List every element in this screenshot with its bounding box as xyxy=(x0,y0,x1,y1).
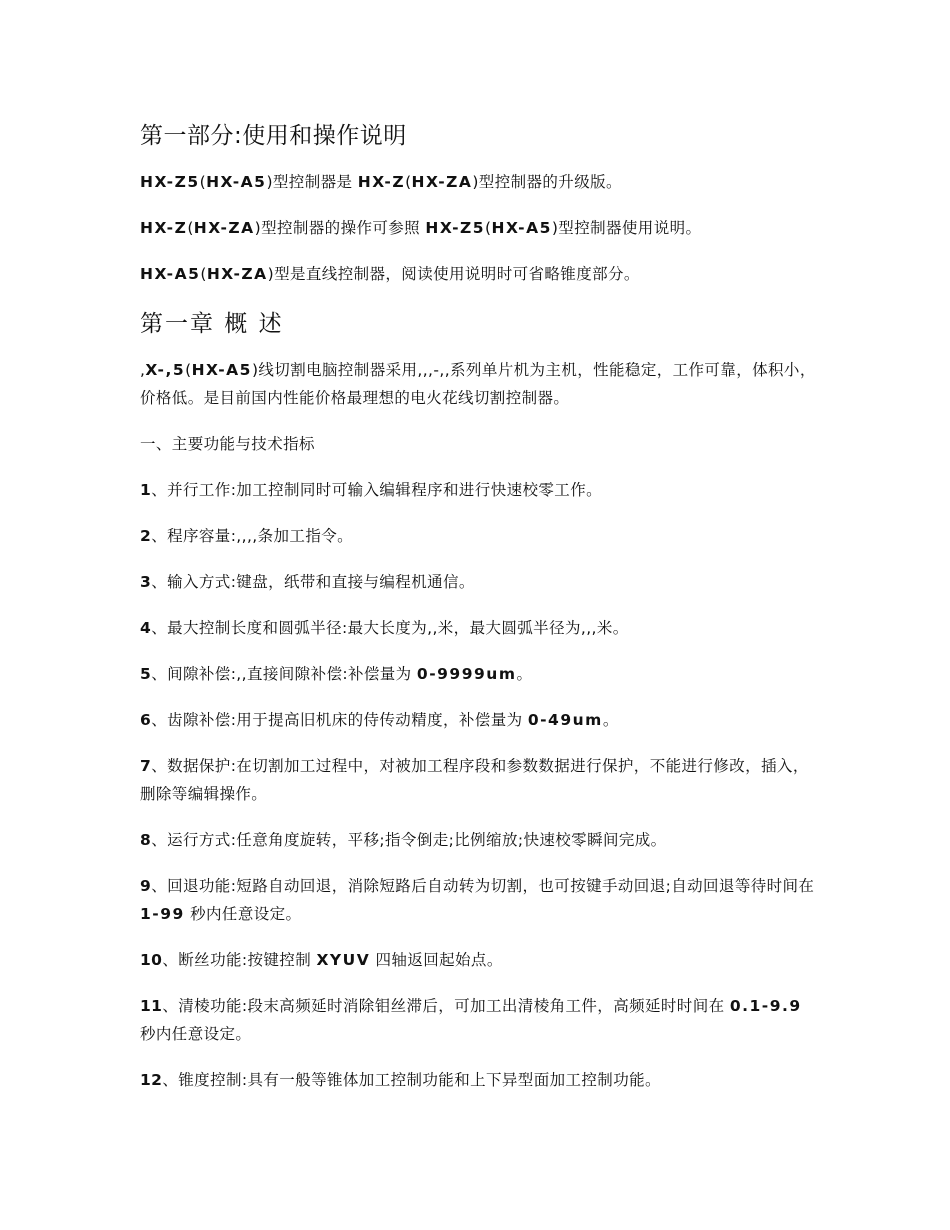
item-number: 1 xyxy=(140,481,152,499)
item-text: 秒内任意设定。 xyxy=(184,905,302,923)
item-number: 12 xyxy=(140,1071,163,1089)
value: 0-9999um xyxy=(416,665,517,683)
item-text: 、最大控制长度和圆弧半径:最大长度为,,米，最大圆弧半径为,,,米。 xyxy=(151,619,629,637)
section-title: 一、主要功能与技术指标 xyxy=(140,435,315,453)
item-text: 秒内任意设定。 xyxy=(140,1025,252,1043)
item-number: 2 xyxy=(140,527,152,545)
model-name: HX-Z xyxy=(140,219,188,237)
model-name: HX-ZA xyxy=(411,173,473,191)
item-text: 四轴返回起始点。 xyxy=(370,951,503,969)
item-number: 10 xyxy=(140,951,163,969)
value: 0.1-9.9 xyxy=(729,997,802,1015)
item-number: 9 xyxy=(140,877,152,895)
intro-line-3 xyxy=(140,260,820,288)
item-text: 、间隙补偿:,,直接间隙补偿:补偿量为 xyxy=(151,665,417,683)
model-name: HX-ZA xyxy=(206,265,268,283)
paren: ( xyxy=(485,219,492,237)
text: , xyxy=(140,361,146,379)
text: )型是直线控制器，阅读使用说明时可省略锥度部分。 xyxy=(267,265,640,283)
chapter-heading: 第一章 概 述 xyxy=(140,311,284,337)
model-name: HX-ZA xyxy=(193,219,255,237)
feature-item-7 xyxy=(140,752,820,808)
item-text: 、并行工作:加工控制同时可输入编辑程序和进行快速校零工作。 xyxy=(151,481,603,499)
document-page xyxy=(140,118,820,1112)
feature-item-10 xyxy=(140,946,820,974)
intro-line-2 xyxy=(140,214,820,242)
feature-item-6 xyxy=(140,706,820,734)
item-text: 、回退功能:短路自动回退，消除短路后自动转为切割，也可按键手动回退;自动回退等待时间在 xyxy=(151,877,815,895)
feature-item-4 xyxy=(140,614,820,642)
model-name: HX-Z5 xyxy=(140,173,200,191)
item-number: 6 xyxy=(140,711,152,729)
paren: ( xyxy=(200,265,207,283)
feature-item-2 xyxy=(140,522,820,550)
text: )型控制器是 xyxy=(266,173,358,191)
model-name: HX-Z xyxy=(357,173,406,191)
part-heading: 第一部分:使用和操作说明 xyxy=(140,123,407,149)
item-number: 4 xyxy=(140,619,152,637)
feature-item-5 xyxy=(140,660,820,688)
item-number: 3 xyxy=(140,573,152,591)
model-name: HX-A5 xyxy=(206,173,267,191)
model-name: HX-A5 xyxy=(191,361,252,379)
model-name: HX-A5 xyxy=(140,265,201,283)
item-number: 7 xyxy=(140,757,152,775)
intro-line-1 xyxy=(140,168,820,196)
item-text: 、运行方式:任意角度旋转，平移;指令倒走;比例缩放;快速校零瞬间完成。 xyxy=(151,831,667,849)
item-text: 。 xyxy=(602,711,619,729)
item-text: 、程序容量:,,,,条加工指令。 xyxy=(151,527,354,545)
value: XYUV xyxy=(316,951,371,969)
item-number: 8 xyxy=(140,831,152,849)
text: )线切割电脑控制器采用,,,-,,系列单片机为主机，性能稳定，工作可靠，体积小，价格低。是目前国内性能价格最理想的电火花线切割控制器。 xyxy=(140,361,816,407)
feature-item-12 xyxy=(140,1066,820,1094)
item-text: 。 xyxy=(516,665,533,683)
item-text: 、锥度控制:具有一般等锥体加工控制功能和上下异型面加工控制功能。 xyxy=(162,1071,661,1089)
value: 0-49um xyxy=(527,711,603,729)
feature-item-1 xyxy=(140,476,820,504)
model-name: HX-Z5 xyxy=(425,219,486,237)
paren: ( xyxy=(199,173,207,191)
feature-item-3 xyxy=(140,568,820,596)
text: )型控制器的升级版。 xyxy=(472,173,622,191)
paren: ( xyxy=(187,219,194,237)
item-number: 5 xyxy=(140,665,152,683)
value: 1-99 xyxy=(140,905,185,923)
item-number: 11 xyxy=(140,997,163,1015)
item-text: 、齿隙补偿:用于提高旧机床的侍传动精度，补偿量为 xyxy=(151,711,528,729)
text: )型控制器的操作可参照 xyxy=(254,219,426,237)
feature-item-8 xyxy=(140,826,820,854)
paren: ( xyxy=(405,173,412,191)
item-text: 、数据保护:在切割加工过程中，对被加工程序段和参数数据进行保护，不能进行修改，插入，删除等编辑操作。 xyxy=(140,757,809,803)
item-text: 、输入方式:键盘，纸带和直接与编程机通信。 xyxy=(151,573,475,591)
paren: ( xyxy=(185,361,192,379)
overview-paragraph xyxy=(140,356,820,412)
item-text: 、断丝功能:按键控制 xyxy=(162,951,317,969)
model-name: HX-A5 xyxy=(491,219,552,237)
feature-item-11 xyxy=(140,992,820,1048)
model-name: X-,5 xyxy=(145,361,186,379)
item-text: 、清棱功能:段末高频延时消除钼丝滞后，可加工出清棱角工件，高频延时时间在 xyxy=(162,997,730,1015)
feature-item-9 xyxy=(140,872,820,928)
text: )型控制器使用说明。 xyxy=(551,219,702,237)
